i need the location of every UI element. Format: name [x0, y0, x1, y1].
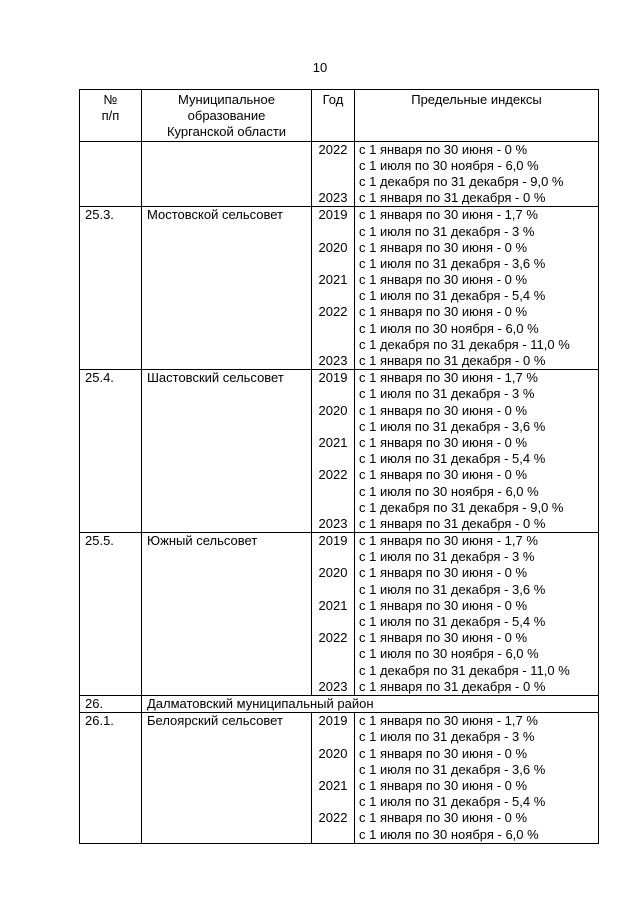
year-value — [312, 337, 354, 353]
year-value — [312, 224, 354, 240]
year-value — [312, 663, 354, 679]
index-line: с 1 января по 30 июня - 0 % — [359, 777, 528, 793]
row-number: 26.1. — [80, 713, 142, 844]
index-line: с 1 декабря по 31 декабря - 9,0 % — [359, 499, 564, 515]
year-value — [312, 729, 354, 745]
year-value — [312, 158, 354, 174]
index-line: с 1 декабря по 31 декабря - 11,0 % — [359, 336, 570, 352]
section-row — [80, 695, 599, 712]
year-value — [312, 419, 354, 435]
index-line: с 1 июля по 31 декабря - 3 % — [359, 223, 535, 239]
indices-cell — [355, 533, 599, 696]
table-body — [80, 141, 599, 843]
year-value: 2020 — [318, 239, 348, 255]
year-value: 2019 — [318, 533, 348, 549]
year-value: 2023 — [318, 353, 348, 369]
year-value — [312, 614, 354, 630]
year-value: 2020 — [318, 402, 348, 418]
year-cell — [312, 713, 355, 844]
year-value: 2019 — [318, 370, 348, 386]
year-value: 2020 — [318, 565, 348, 581]
header-municipality-line: Муниципальное — [178, 92, 275, 107]
index-line: с 1 января по 30 июня - 0 % — [359, 272, 528, 288]
index-line: с 1 июля по 31 декабря - 3,6 % — [359, 581, 546, 597]
header-num — [80, 90, 142, 142]
index-line: с 1 января по 30 июня - 0 % — [359, 467, 528, 483]
table-row — [80, 713, 599, 844]
index-line: с 1 января по 30 июня - 0 % — [359, 402, 528, 418]
municipality-name — [142, 141, 312, 207]
year-value — [312, 256, 354, 272]
index-line: с 1 января по 30 июня - 0 % — [359, 597, 528, 613]
indices-cell — [355, 370, 599, 533]
municipality-name: Шастовский сельсовет — [142, 370, 312, 533]
municipality-name: Южный сельсовет — [142, 533, 312, 696]
index-line: с 1 января по 31 декабря - 0 % — [359, 353, 546, 369]
index-line: с 1 января по 30 июня - 0 % — [359, 565, 528, 581]
year-value — [312, 451, 354, 467]
row-number: 26. — [80, 695, 142, 712]
year-value — [312, 484, 354, 500]
indices-table — [79, 89, 599, 844]
header-municipality-line: образование — [187, 108, 266, 124]
header-municipality-line: Курганской области — [166, 124, 287, 140]
year-value: 2022 — [318, 630, 348, 646]
index-line: с 1 января по 30 июня - 1,7 % — [359, 533, 538, 549]
year-value — [312, 174, 354, 190]
year-value: 2020 — [318, 745, 348, 761]
index-line: с 1 января по 30 июня - 1,7 % — [359, 207, 538, 223]
index-line: с 1 июля по 31 декабря - 3 % — [359, 549, 535, 565]
index-line: с 1 января по 31 декабря - 0 % — [359, 190, 546, 206]
year-value — [312, 288, 354, 304]
index-line: с 1 января по 30 июня - 0 % — [359, 141, 528, 157]
index-line: с 1 июля по 31 декабря - 3,6 % — [359, 418, 546, 434]
year-value — [312, 646, 354, 662]
index-line: с 1 января по 30 июня - 0 % — [359, 810, 528, 826]
year-value: 2021 — [318, 777, 348, 793]
index-line: с 1 декабря по 31 декабря - 11,0 % — [359, 662, 570, 678]
indices-cell — [355, 713, 599, 844]
index-line: с 1 июля по 30 ноября - 6,0 % — [359, 826, 539, 842]
table-row — [80, 207, 599, 370]
year-value — [312, 827, 354, 843]
index-line: с 1 января по 31 декабря - 0 % — [359, 515, 546, 531]
year-value: 2022 — [318, 141, 348, 157]
table-header-row — [80, 90, 599, 142]
year-value — [312, 500, 354, 516]
index-line: с 1 июля по 31 декабря - 5,4 % — [359, 794, 546, 810]
row-number: 25.5. — [80, 533, 142, 696]
index-line: с 1 июля по 31 декабря - 3,6 % — [359, 255, 546, 271]
header-year: Год — [312, 90, 355, 142]
index-line: с 1 июля по 30 ноября - 6,0 % — [359, 157, 539, 173]
index-line: с 1 июля по 31 декабря - 5,4 % — [359, 614, 546, 630]
row-number: 25.4. — [80, 370, 142, 533]
table-row — [80, 370, 599, 533]
table-row — [80, 533, 599, 696]
page-number: 10 — [312, 60, 328, 75]
header-num-line: № — [103, 92, 118, 107]
index-line: с 1 января по 30 июня - 1,7 % — [359, 370, 538, 386]
year-value — [312, 321, 354, 337]
index-line: с 1 июля по 31 декабря - 3 % — [359, 729, 535, 745]
year-value: 2022 — [318, 810, 348, 826]
year-value: 2019 — [318, 207, 348, 223]
index-line: с 1 июля по 31 декабря - 3 % — [359, 386, 535, 402]
header-num-line: п/п — [101, 108, 120, 124]
year-cell — [312, 141, 355, 207]
year-value: 2022 — [318, 304, 348, 320]
index-line: с 1 июля по 30 ноября - 6,0 % — [359, 646, 539, 662]
district-name: Далматовский муниципальный район — [142, 695, 599, 712]
indices-cell — [355, 207, 599, 370]
year-value — [312, 762, 354, 778]
index-line: с 1 июля по 31 декабря - 5,4 % — [359, 288, 546, 304]
index-line: с 1 июля по 30 ноября - 6,0 % — [359, 320, 539, 336]
year-value: 2021 — [318, 434, 348, 450]
index-line: с 1 июля по 31 декабря - 3,6 % — [359, 761, 546, 777]
index-line: с 1 января по 30 июня - 0 % — [359, 630, 528, 646]
year-value — [312, 386, 354, 402]
year-value: 2023 — [318, 515, 348, 531]
year-value — [312, 549, 354, 565]
municipality-name: Мостовской сельсовет — [142, 207, 312, 370]
year-cell — [312, 207, 355, 370]
year-value — [312, 582, 354, 598]
index-line: с 1 января по 30 июня - 1,7 % — [359, 713, 538, 729]
index-line: с 1 января по 31 декабря - 0 % — [359, 678, 546, 694]
year-value: 2023 — [318, 190, 348, 206]
row-number — [80, 141, 142, 207]
year-cell — [312, 533, 355, 696]
index-line: с 1 января по 30 июня - 0 % — [359, 304, 528, 320]
year-value: 2023 — [318, 678, 348, 694]
index-line: с 1 января по 30 июня - 0 % — [359, 745, 528, 761]
year-value: 2021 — [318, 272, 348, 288]
year-value — [312, 794, 354, 810]
index-line: с 1 января по 30 июня - 0 % — [359, 239, 528, 255]
header-indices: Предельные индексы — [355, 90, 599, 142]
municipality-name: Белоярский сельсовет — [142, 713, 312, 844]
year-cell — [312, 370, 355, 533]
year-value: 2021 — [318, 597, 348, 613]
index-line: с 1 января по 30 июня - 0 % — [359, 434, 528, 450]
row-number: 25.3. — [80, 207, 142, 370]
header-municipality — [142, 90, 312, 142]
table-row — [80, 141, 599, 207]
year-value: 2019 — [318, 713, 348, 729]
index-line: с 1 июля по 31 декабря - 5,4 % — [359, 451, 546, 467]
year-value: 2022 — [318, 467, 348, 483]
index-line: с 1 декабря по 31 декабря - 9,0 % — [359, 173, 564, 189]
index-line: с 1 июля по 30 ноября - 6,0 % — [359, 483, 539, 499]
indices-cell — [355, 141, 599, 207]
